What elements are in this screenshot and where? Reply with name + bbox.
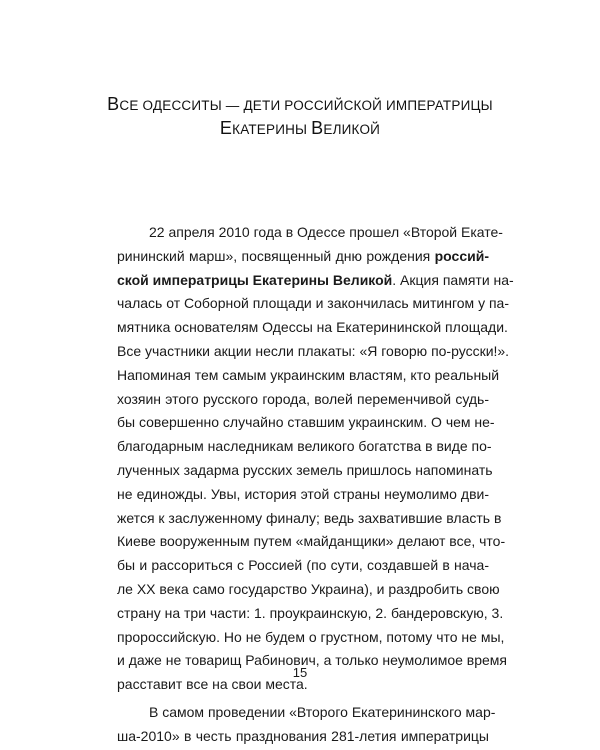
text-line: лученных задарма русских земель пришлось напоминать	[117, 461, 493, 478]
text-line: хозяин этого русского города, волей переменчивой судь-	[117, 390, 489, 407]
text-line: Напоминая тем самым украинским властям, кто реальный	[117, 366, 500, 383]
page-number: 15	[292, 665, 308, 680]
text-line: расставит все на свои места.	[117, 676, 308, 693]
text-line: Все участники акции несли плакаты: «Я говорю по-русски!».	[117, 342, 510, 359]
chapter-title-line-2: ЕКАТЕРИНЫ ВЕЛИКОЙ	[219, 118, 381, 138]
text-line: ле XX века само государство Украина), и раздробить свою	[117, 580, 500, 597]
text-line: не единожды. Увы, история этой страны неумолимо дви-	[117, 485, 489, 502]
chapter-title-line-1: ВСЕ ОДЕССИТЫ — ДЕТИ РОССИЙСКОЙ ИМПЕРАТРИЦЫ	[107, 94, 493, 114]
text-line: страну на три части: 1. проукраинскую, 2. бандеровскую, 3.	[117, 604, 504, 621]
text-line: рининский марш», посвященный дню рождения россий-	[117, 247, 489, 264]
text-line: бы совершенно случайно ставшим украинским. О чем не-	[117, 414, 495, 431]
text-line: мятника основателям Одессы на Екатерининской площади.	[117, 319, 508, 336]
text-line: ша-2010» в честь празднования 281-летия императрицы	[117, 727, 489, 744]
chapter-title	[0, 93, 600, 141]
text-line: пророссийскую. Но не будем о грустном, потому что не мы,	[117, 628, 505, 645]
bold-text: россий-	[434, 247, 489, 264]
paragraph-1	[117, 221, 514, 697]
paragraph-2	[117, 701, 496, 749]
text-line: и даже не товарищ Рабинович, а только неумолимое время	[117, 652, 508, 669]
text-line: бы и рассориться с Россией (по сути, создавшей в нача-	[117, 557, 489, 574]
text-line: благодарным наследникам великого богатства в виде по-	[117, 438, 492, 455]
text-line: ской императрицы Екатерины Великой. Акция памяти на-	[117, 271, 514, 288]
text-line: чалась от Соборной площади и закончилась митингом у па-	[117, 295, 509, 312]
text-line: В самом проведении «Второго Екатерининского мар-	[149, 703, 496, 720]
text-line: жется к заслуженному финалу; ведь захватившие власть в	[117, 509, 502, 526]
text-line: Киеве вооруженным путем «майданщики» делают все, что-	[117, 533, 506, 550]
bold-text: ской императрицы Екатерины Великой	[117, 271, 393, 288]
text-line: 22 апреля 2010 года в Одессе прошел «Второй Екате-	[149, 224, 503, 240]
